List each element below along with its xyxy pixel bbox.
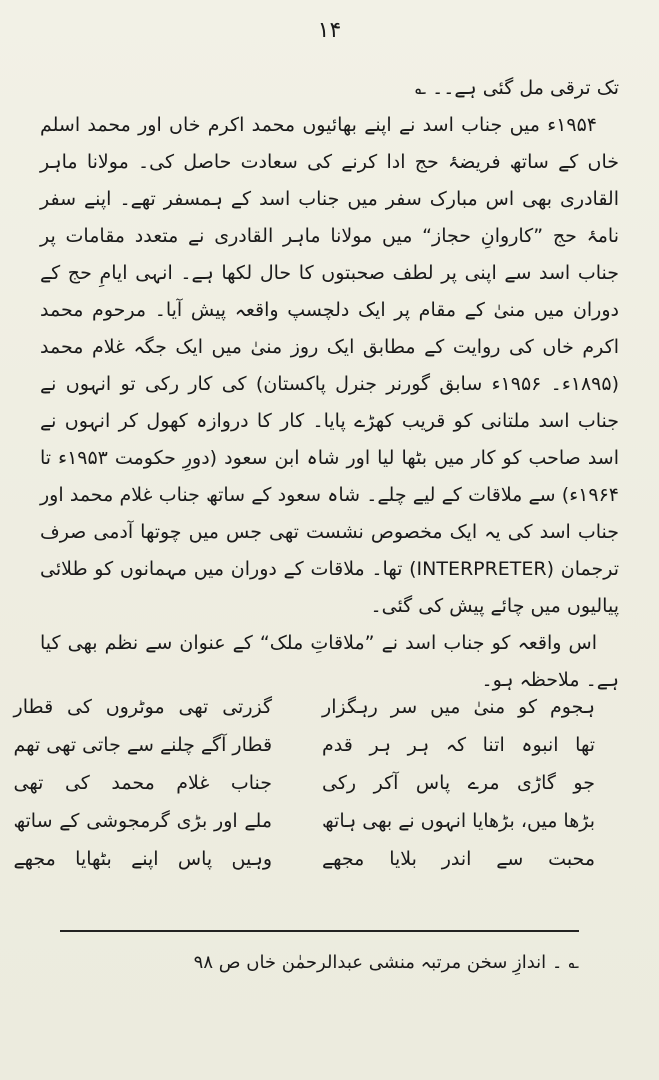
poem-line-right: بڑھا میں، بڑھایا انہوں نے بھی ہاتھ (322, 810, 595, 832)
footnote-marker: ؎ (568, 952, 579, 973)
poem-line-right: ہجوم کو منیٰ میں سر رہگزار (322, 696, 595, 718)
paragraph-hajj-journey: ۱۹۵۴ء میں جناب اسد نے اپنے بھائیوں محمد اکرم خاں اور محمد اسلم خاں کے ساتھ فریضۂ حج ادا کرنے کی سعادت حاصل کی۔ مولانا ماہر القادری بھی اس مبارک سفر میں جناب اسد کے ہمسفر تھے۔ اپنے سفر نامۂ حج ”کاروانِ حجاز“ میں مولانا ماہر القادری نے متعدد مقامات پر جناب اسد سے اپنی پر لطف صحبتوں کا حال لکھا ہے۔ انہی ایامِ حج کے دوران میں منیٰ کے مقام پر ایک دلچسپ واقعہ پیش آیا۔ مرحوم محمد اکرم خاں کی روایت کے مطابق ایک روز منیٰ میں ایک جگہ غلام محمد (۱۸۹۵ء۔ ۱۹۵۶ء سابق گورنر جنرل پاکستان) کی کار رکی تو انہوں نے جناب اسد ملتانی کو قریب کھڑے پایا۔ کار کا دروازہ کھول کر انہوں نے اسد صاحب کو کار میں بٹھا لیا اور شاہ ابن سعود (دورِ حکومت ۱۹۵۳ء تا ۱۹۶۴ء) سے ملاقات کے لیے چلے۔ شاہ سعود کے ساتھ جناب غلام محمد اور جناب اسد کی یہ ایک مخصوص نشست تھی جس میں چوتھا آدمی صرف ترجمان (INTERPRETER) تھا۔ ملاقات کے دوران میں مہمانوں کو طلائی پیالیوں میں چائے پیش کی گئی۔ (40, 114, 620, 617)
body-text (40, 70, 619, 699)
poem (13, 688, 595, 878)
intro-line: تک ترقی مل گئی ہے۔۔ ؎ (414, 77, 619, 99)
footnote-divider (60, 930, 579, 932)
page-number: ۱۴ (317, 18, 342, 43)
poem-line-right: جو گاڑی مرے پاس آکر رکی (322, 772, 595, 794)
footnote (194, 948, 579, 978)
poem-line-left: ملے اور بڑی گرمجوشی کے ساتھ (13, 810, 273, 832)
paragraph-poem-intro: اس واقعہ کو جناب اسد نے ”ملاقاتِ ملک“ کے عنوان سے نظم بھی کیا ہے۔ ملاحظہ ہو۔ (40, 632, 619, 691)
footnote-text: ۔ اندازِ سخن مرتبہ منشی عبدالرحمٰن خاں ص ۹۸ (193, 952, 563, 973)
poem-line-left: گزرتی تھی موٹروں کی قطار (13, 696, 273, 718)
poem-line-left: قطار آگے چلنے سے جاتی تھی تھم (13, 734, 273, 756)
poem-line-left: وہیں پاس اپنے بٹھایا مجھے (13, 848, 273, 870)
poem-line-left: جناب غلام محمد کی تھی (13, 772, 273, 794)
poem-line-right: تھا انبوہ اتنا کہ ہر ہر قدم (322, 734, 595, 756)
poem-line-right: محبت سے اندر بلایا مجھے (322, 848, 595, 870)
